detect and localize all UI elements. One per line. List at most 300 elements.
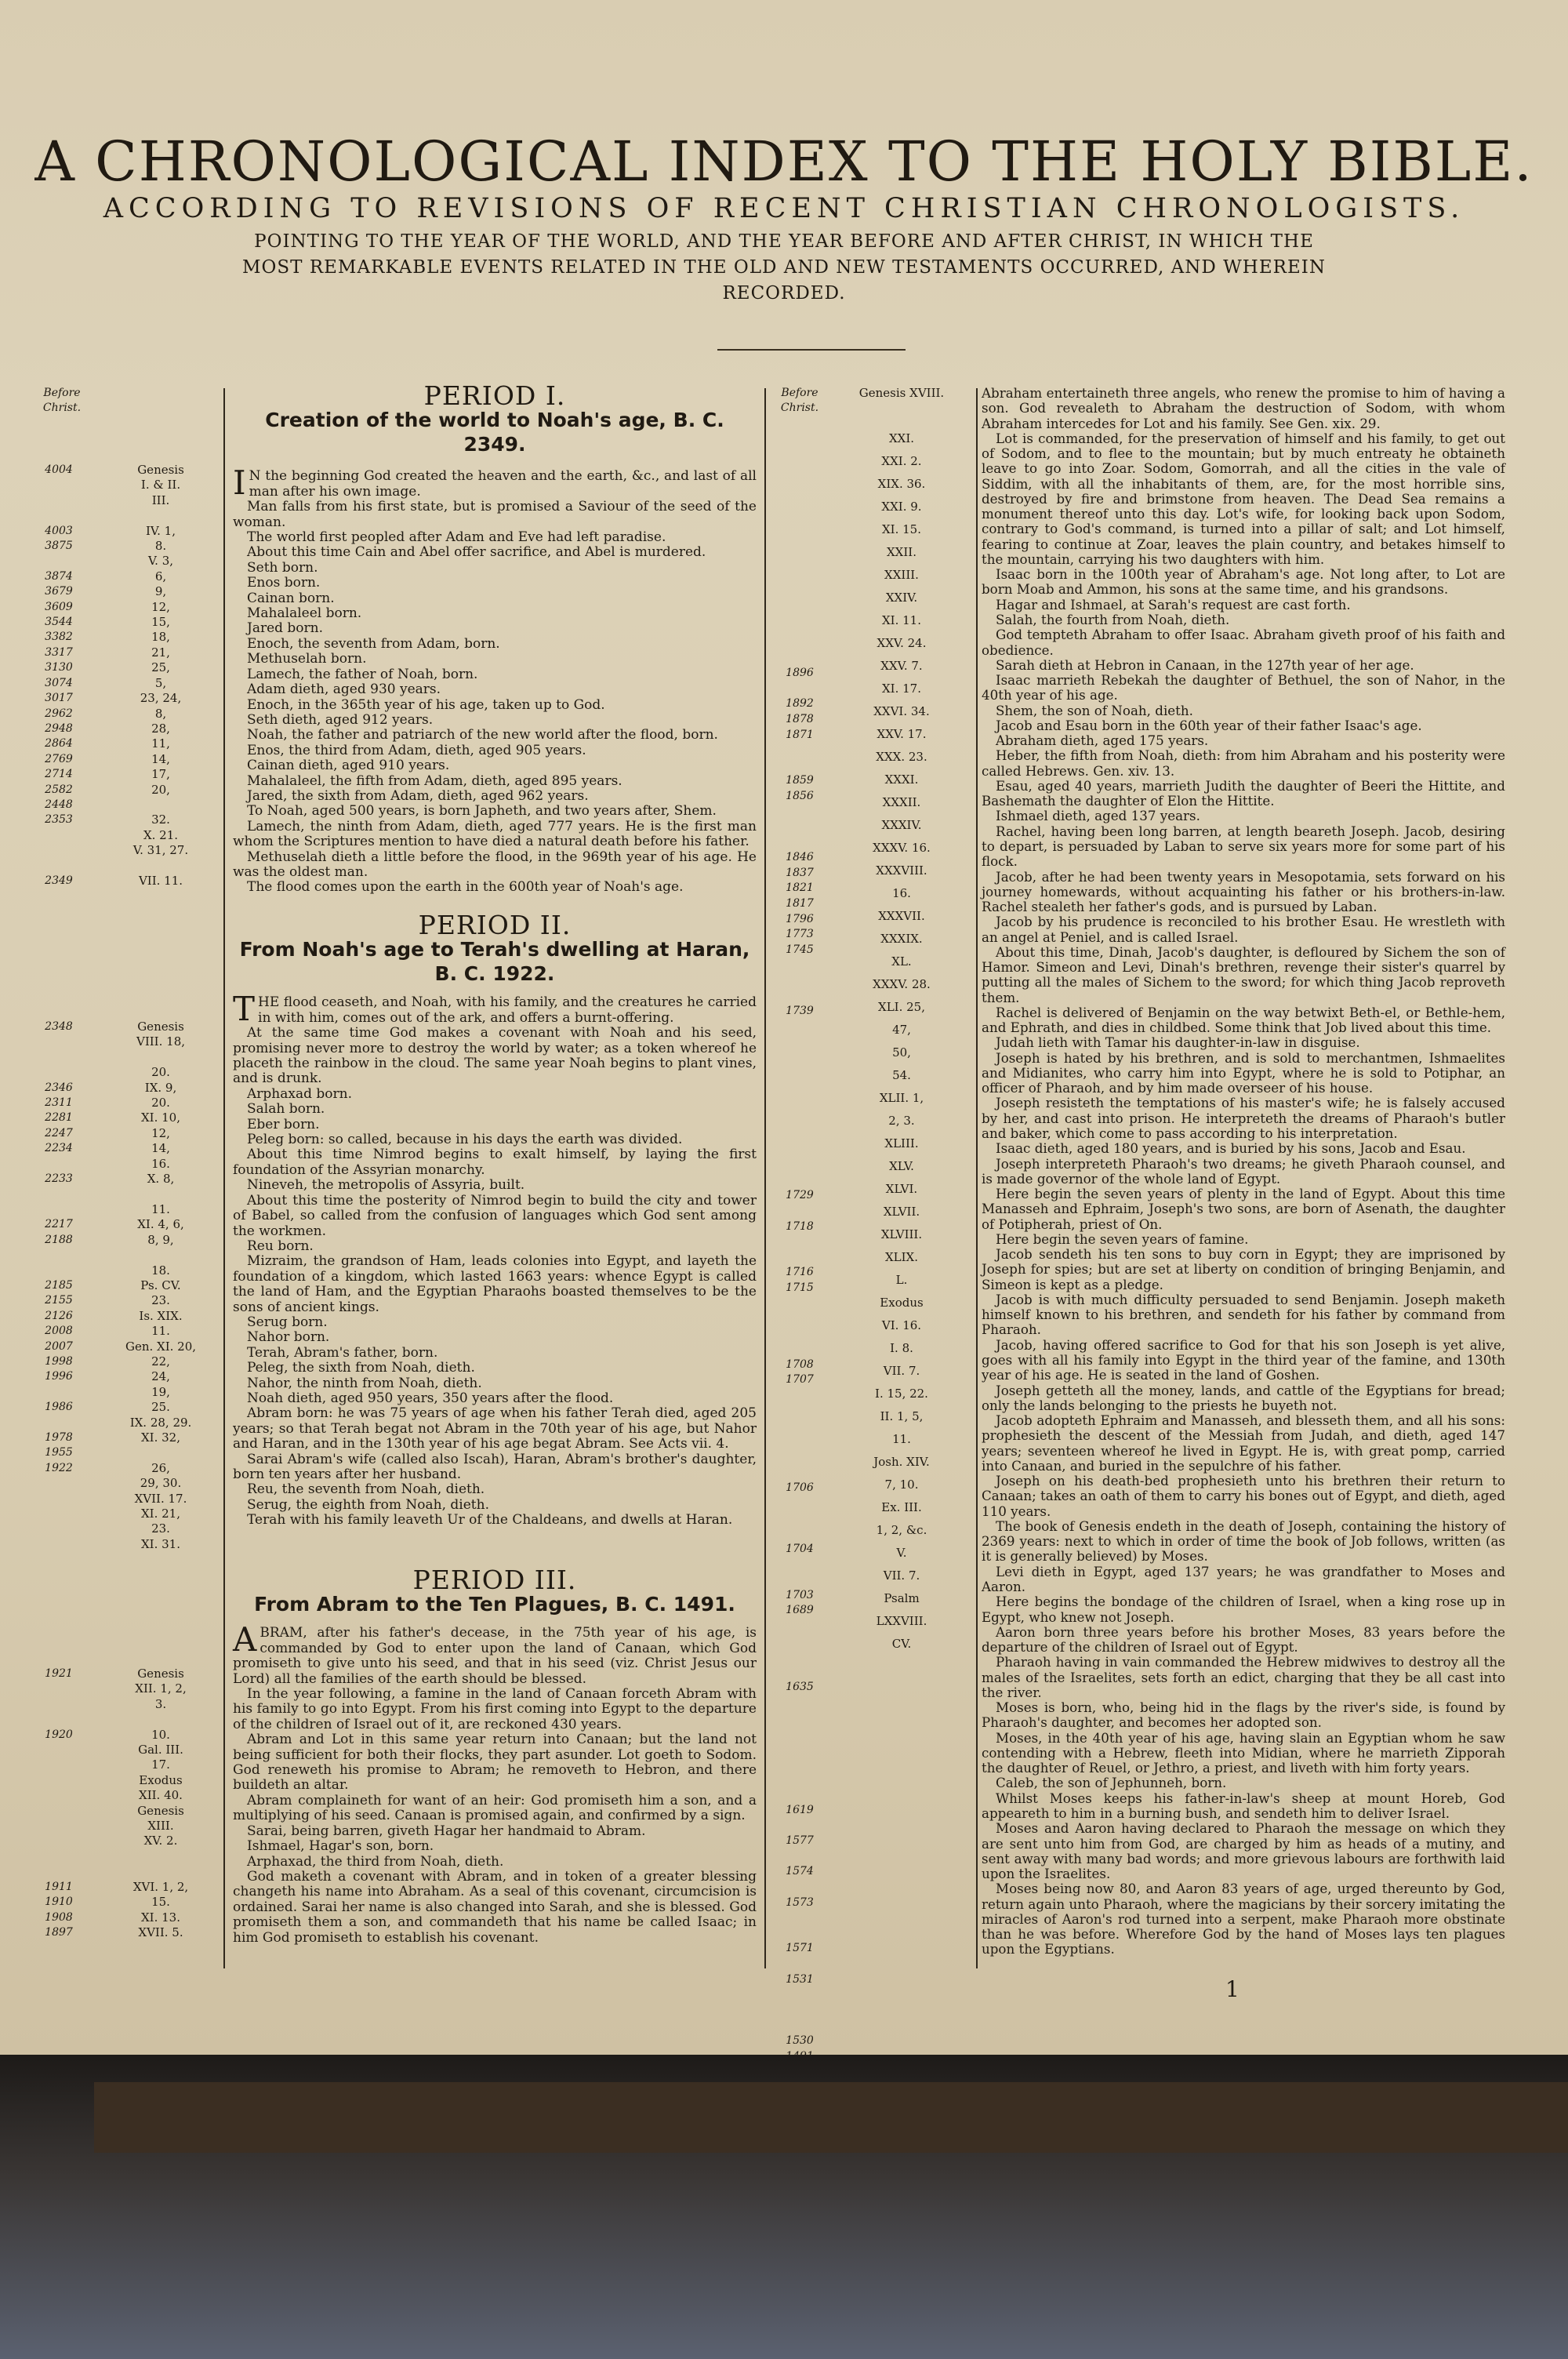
year-cell — [31, 1681, 86, 1696]
right-divider — [976, 388, 978, 1968]
year-cell: 2247 — [45, 1126, 73, 1140]
year-cell — [31, 1202, 86, 1217]
chronology-entry: ABRAM, after his father's decease, in the 75th year of his age, is commanded by God to enter upon the land of Canaan, which God promiseth to give unto his seed, and that in his seed (viz. Christ Jesus our Lord) all the families of the earth should be blessed. — [233, 1620, 757, 1687]
reference-cell: 8. — [154, 539, 167, 554]
year-cell — [772, 1096, 827, 1112]
reference-cell: XXXIX. — [880, 932, 923, 946]
reference-cell: I. & II. — [140, 478, 181, 493]
year-cell — [772, 1173, 827, 1189]
year-cell: 1878 — [786, 712, 814, 725]
year-cell: 1773 — [786, 928, 814, 941]
chronology-entry: Cainan dieth, aged 910 years. — [247, 758, 450, 774]
chronology-entry: Lamech, the father of Noah, born. — [247, 666, 478, 682]
chronology-entry: Joseph resisteth the temptations of his master's wife; he is falsely accused by her, and cast into prison. He interpreteth the dreams of Pharaoh's butler and baker, which come to pass according to his interpretation. — [982, 1095, 1505, 1142]
year-cell — [772, 1619, 827, 1634]
year-cell: 1718 — [786, 1219, 814, 1233]
period-3-entries — [233, 1620, 757, 1946]
chronology-entry: Jacob adopteth Ephraim and Manasseh, and blesseth them, and all his sons: prophesieth the descent of the Messiah from Judah, and dieth, aged 147 years; seventeen whereof he lived in Egypt. He is, with great pomp, carried into Canaan, and buried in the sepulchre of his father. — [982, 1412, 1505, 1474]
chronology-entry: Salah, the fourth from Noah, dieth. — [996, 611, 1230, 627]
reference-cell: 50, — [892, 1045, 911, 1060]
year-cell: 3679 — [45, 585, 73, 598]
year-cell — [31, 1065, 86, 1080]
year-cell: 1577 — [786, 1834, 814, 1848]
chronology-entry: Isaac born in the 100th year of Abraham's age. Not long after, to Lot are born Moab and Ammon, his sons at the same time, and his grandsons. — [982, 566, 1505, 598]
reference-cell: I. 8. — [890, 1341, 913, 1355]
reference-cell: Psalm — [884, 1591, 920, 1605]
right-entries — [982, 386, 1505, 1957]
reference-cell: XVI. 1, 2, — [132, 1879, 189, 1894]
reference-cell: 20. — [151, 1096, 170, 1110]
year-cell — [772, 835, 827, 851]
book-spine — [94, 2082, 1568, 2153]
reference-cell: 12, — [151, 599, 170, 614]
reference-cell: XXI. 9. — [881, 500, 922, 514]
page-subtitle: ACCORDING TO REVISIONS OF RECENT CHRISTIAN CHRONOLOGISTS. — [103, 193, 1465, 224]
reference-cell: 12, — [151, 1125, 170, 1140]
year-cell: 1745 — [786, 943, 814, 956]
reference-cell: 9, — [154, 584, 167, 599]
reference-cell: 8, — [154, 706, 167, 721]
year-cell: 2346 — [45, 1081, 73, 1094]
chronology-entry: Jared born. — [247, 620, 324, 637]
reference-cell: XXX. 23. — [876, 750, 927, 764]
reference-cell: 24, — [151, 1369, 170, 1384]
reference-cell: X. 8, — [147, 1172, 175, 1187]
reference-cell: Genesis — [137, 1667, 184, 1681]
year-cell: 3875 — [45, 540, 73, 553]
reference-cell: Josh. XIV. — [873, 1455, 930, 1469]
year-cell — [31, 1416, 86, 1430]
chronology-entry: Nahor born. — [247, 1329, 330, 1346]
reference-cell: 32. — [151, 812, 170, 827]
reference-cell: XXVI. 34. — [873, 704, 930, 718]
year-cell: 1716 — [786, 1266, 814, 1279]
chronology-entry: Terah, Abram's father, born. — [247, 1344, 438, 1361]
reference-cell: VII. 7. — [883, 1364, 920, 1378]
reference-cell: Exodus — [139, 1772, 183, 1787]
reference-cell: 17, — [151, 767, 170, 782]
year-cell: 4004 — [45, 463, 73, 476]
reference-cell: XXI. 2. — [881, 454, 922, 468]
reference-cell: 11, — [151, 736, 170, 751]
year-cell — [772, 1957, 827, 1972]
chronology-entry: Enos born. — [247, 575, 321, 591]
left-years-period-2 — [31, 1020, 86, 1476]
year-cell: 4003 — [45, 524, 73, 537]
reference-cell: 28, — [151, 721, 170, 736]
year-cell — [772, 2018, 827, 2034]
year-cell — [31, 1743, 86, 1757]
reference-cell: III. — [151, 493, 170, 507]
year-cell: 2311 — [45, 1096, 73, 1110]
chronology-entry: Arphaxad, the third from Noah, dieth. — [247, 1853, 504, 1870]
chronology-entry: Hagar and Ishmael, at Sarah's request are cast forth. — [996, 596, 1351, 612]
year-cell: 3382 — [45, 631, 73, 644]
year-cell — [772, 1127, 827, 1143]
reference-cell: LXXVIII. — [876, 1614, 927, 1628]
year-cell: 1896 — [786, 667, 814, 680]
year-cell — [772, 1742, 827, 1757]
year-cell: 2864 — [45, 737, 73, 751]
year-cell: 1856 — [786, 789, 814, 802]
chronology-entry: Jacob is with much difficulty persuaded to send Benjamin. Joseph maketh himself known to his brethren, and sendeth for his father by command from Pharaoh. — [982, 1291, 1505, 1338]
year-cell — [31, 1263, 86, 1278]
chronology-entry: Rachel is delivered of Benjamin on the way betwixt Beth-el, or Bethle-hem, and Ephrath, and dies in childbed. Some think that Job lived about this time. — [982, 1004, 1505, 1036]
reference-cell: 23, 24, — [140, 691, 182, 706]
year-cell: 1704 — [786, 1543, 814, 1555]
year-cell: 2233 — [45, 1172, 73, 1186]
chronology-entry: In the year following, a famine in the land of Canaan forceth Abram with his family to go into Egypt. From his first coming into Egypt to the departure of the children of Israel out of it, are reckoned 430 years. — [233, 1686, 757, 1732]
reference-cell — [118, 1864, 204, 1879]
chronology-entry: Joseph getteth all the money, lands, and cattle of the Egyptians for bread; only the lands belonging to the priests he buyeth not. — [982, 1382, 1505, 1413]
year-cell — [772, 1757, 827, 1772]
year-cell: 1871 — [786, 728, 814, 741]
year-cell — [772, 1788, 827, 1804]
year-cell — [772, 989, 827, 1005]
year-cell: 3074 — [45, 676, 73, 689]
reference-cell: 15, — [151, 615, 170, 630]
year-cell — [772, 1696, 827, 1711]
year-cell — [772, 1204, 827, 1219]
year-cell — [772, 558, 827, 574]
chronology-entry: Joseph interpreteth Pharaoh's two dreams; he giveth Pharaoh counsel, and is made governor of the whole land of Egypt. — [982, 1155, 1505, 1187]
reference-cell: 15. — [151, 1895, 170, 1910]
chronology-entry: About this time Nimrod begins to exalt himself, by laying the first foundation of the Assyrian monarchy. — [233, 1147, 757, 1178]
page-title: A CHRONOLOGICAL INDEX TO THE HOLY BIBLE. — [34, 129, 1534, 194]
year-cell — [772, 1772, 827, 1788]
year-cell — [772, 1649, 827, 1665]
reference-cell: L. — [895, 1273, 908, 1287]
year-cell — [772, 635, 827, 651]
chronology-entry: Arphaxad born. — [247, 1085, 352, 1102]
chronology-entry: To Noah, aged 500 years, is born Japheth, and two years after, Shem. — [247, 803, 717, 820]
chronology-entry: Caleb, the son of Jephunneh, born. — [996, 1775, 1227, 1791]
reference-cell: XI. 10, — [141, 1110, 180, 1125]
year-cell — [772, 1987, 827, 2003]
left-refs-period-3 — [118, 1667, 204, 1940]
year-cell: 2155 — [45, 1294, 73, 1307]
year-cell: 2281 — [45, 1111, 73, 1125]
year-cell — [772, 589, 827, 605]
year-cell — [772, 605, 827, 620]
chronology-entry: Abraham entertaineth three angels, who renew the promise to him of having a son. God revealeth to Abraham the destruction of Sodom, with whom Abraham intercedes for Lot and his family. See Gen. xix. 29. — [982, 385, 1505, 431]
year-cell: 2234 — [45, 1142, 73, 1155]
reference-cell — [118, 1050, 204, 1065]
chronology-entry: Here begin the seven years of plenty in the land of Egypt. About this time Manasseh and Ephraim, Joseph's two sons, are born of Asenath, the daughter of Potipherah, priest of On. — [982, 1186, 1505, 1232]
reference-cell: VIII. 18, — [136, 1034, 185, 1049]
reference-cell: XVII. 5. — [138, 1925, 183, 1939]
year-cell: 1908 — [45, 1910, 73, 1924]
year-cell: 1707 — [786, 1373, 814, 1387]
year-cell — [31, 1773, 86, 1788]
year-cell — [772, 1158, 827, 1173]
year-cell: 3317 — [45, 645, 73, 659]
reference-cell: XI. 15. — [882, 522, 921, 536]
year-cell — [31, 554, 86, 569]
chronology-entry: Whilst Moses keeps his father-in-law's sheep at mount Horeb, God appeareth to him in a burning bush, and sendeth him to deliver Israel. — [982, 1790, 1505, 1821]
year-cell — [772, 1558, 827, 1573]
reference-cell: 14, — [151, 1141, 170, 1156]
chronology-entry: Cainan born. — [247, 590, 335, 606]
reference-cell: 2, 3. — [888, 1114, 915, 1128]
year-cell: 1530 — [786, 2034, 814, 2047]
year-cell — [772, 1342, 827, 1358]
reference-cell: 11. — [151, 1201, 170, 1216]
reference-cell: XLI. 25, — [878, 1000, 925, 1014]
year-cell — [772, 651, 827, 667]
chronology-entry: At the same time God makes a covenant with Noah and his seed, promising never more to destroy the world by water; as a token whereof he placeth the rainbow in the cloud. The same year Noah begins to plant vines, and is drunk. — [233, 1025, 757, 1087]
year-cell: 1706 — [786, 1481, 814, 1494]
year-cell — [772, 1926, 827, 1942]
year-cell: 2217 — [45, 1218, 73, 1231]
right-years — [772, 558, 827, 2064]
reference-cell: Ex. III. — [881, 1500, 922, 1514]
year-cell: 2126 — [45, 1309, 73, 1322]
year-cell: 2349 — [45, 874, 73, 887]
reference-cell: 16. — [151, 1156, 170, 1171]
year-cell — [772, 1634, 827, 1650]
year-cell — [31, 1187, 86, 1201]
reference-cell: XV. 2. — [143, 1834, 178, 1848]
chronology-entry: Methuselah born. — [247, 651, 367, 667]
year-cell: 1571 — [786, 1942, 814, 1955]
year-cell — [772, 1050, 827, 1066]
chronology-entry: Man falls from his first state, but is promised a Saviour of the seed of the woman. — [233, 499, 757, 530]
year-cell — [772, 620, 827, 635]
year-cell — [31, 843, 86, 858]
reference-cell: XXXIV. — [881, 818, 922, 832]
reference-cell: XIX. 36. — [877, 477, 926, 491]
chronology-entry: Jacob sendeth his ten sons to buy corn in Egypt; they are imprisoned by Joseph for spies; but are set at liberty on condition of bringing Benjamin, and Simeon is kept as a pledge. — [982, 1246, 1505, 1292]
reference-cell: 47, — [892, 1023, 911, 1037]
chronology-entry: Abram and Lot in this same year return into Canaan; but the land not being sufficient for both their flocks, they part asunder. Lot goeth to Sodom. God reneweth his promise to Abram; he removeth to Hebron, and there buildeth an altar. — [233, 1732, 757, 1794]
chronology-entry: The world first peopled after Adam and Eve had left paradise. — [247, 529, 666, 546]
year-cell — [31, 1712, 86, 1727]
reference-cell: 5, — [154, 675, 167, 690]
year-cell — [31, 1385, 86, 1400]
period-label: PERIOD III. — [412, 1565, 577, 1595]
reference-cell: XXV. 24. — [877, 636, 927, 650]
chronology-entry: Enoch, in the 365th year of his age, taken up to God. — [247, 696, 605, 713]
year-cell: 1910 — [45, 1896, 73, 1909]
year-cell: 2962 — [45, 707, 73, 720]
reference-cell: XII. 1, 2, — [135, 1681, 187, 1696]
year-cell: 1715 — [786, 1281, 814, 1294]
year-cell — [772, 805, 827, 820]
chronology-entry: Enoch, the seventh from Adam, born. — [247, 635, 500, 652]
reference-cell: XXIII. — [884, 568, 919, 582]
year-cell — [772, 1434, 827, 1450]
chronology-entry: Mahalaleel, the fifth from Adam, dieth, aged 895 years. — [247, 772, 622, 789]
chronology-entry: Eber born. — [247, 1116, 320, 1132]
year-cell: 1955 — [45, 1446, 73, 1459]
reference-cell: IV. 1, — [146, 523, 176, 538]
chronology-entry: Nahor, the ninth from Noah, dieth. — [247, 1375, 482, 1391]
period-1-entries — [233, 463, 757, 896]
year-cell: 1998 — [45, 1354, 73, 1368]
chronology-entry: Joseph is hated by his brethren, and is sold to merchantmen, Ishmaelites and Midianites, who carry him into Egypt, where he is sold to Potiphar, an officer of Pharaoh, and by him made overseer of his house. — [982, 1049, 1505, 1096]
chronology-entry: Reu born. — [247, 1238, 314, 1254]
left-refs-period-1 — [118, 463, 204, 889]
reference-cell: 11. — [892, 1432, 911, 1446]
reference-cell: XLIX. — [884, 1250, 918, 1264]
year-cell: 1574 — [786, 1865, 814, 1878]
reference-cell: Is. XIX. — [139, 1308, 183, 1323]
year-cell: 1897 — [45, 1925, 73, 1939]
reference-cell: Genesis — [137, 463, 184, 477]
reference-cell: VII. 11. — [138, 873, 183, 888]
year-cell: 3130 — [45, 661, 73, 674]
reference-cell: XII. 40. — [139, 1788, 183, 1803]
year-cell — [772, 1910, 827, 1926]
reference-cell: XXIV. — [885, 591, 918, 605]
year-cell — [772, 2003, 827, 2019]
year-cell — [31, 1697, 86, 1712]
year-cell — [31, 859, 86, 874]
reference-cell: 18, — [151, 630, 170, 645]
year-cell: 1573 — [786, 1896, 814, 1909]
year-cell — [31, 828, 86, 843]
reference-cell: 3. — [154, 1696, 167, 1711]
year-cell: 1986 — [45, 1401, 73, 1414]
reference-cell: 6, — [154, 569, 167, 583]
reference-cell: 10. — [151, 1727, 170, 1742]
year-cell — [31, 1804, 86, 1819]
chronology-entry: Enos, the third from Adam, dieth, aged 905 years. — [247, 742, 586, 758]
year-cell — [31, 508, 86, 523]
reference-cell: XXXI. — [884, 772, 919, 787]
reference-cell: XL. — [891, 954, 912, 969]
reference-cell: XI. 32, — [141, 1430, 180, 1445]
chronology-entry: Rachel, having been long barren, at length beareth Joseph. Jacob, desiring to depart, is persuaded by Laban to serve six years more for some part of his flock. — [982, 823, 1505, 870]
year-cell — [772, 1665, 827, 1681]
reference-cell: V. 3, — [147, 554, 174, 569]
period-title: From Noah's age to Terah's dwelling at Haran, B. C. 1922. — [239, 938, 750, 986]
reference-cell: 18. — [151, 1263, 170, 1278]
reference-cell — [118, 1248, 204, 1263]
reference-cell: XI. 11. — [882, 613, 921, 627]
year-heading-left: Before Christ. — [42, 387, 82, 415]
reference-cell: XXXV. 28. — [873, 977, 931, 991]
year-cell: 1846 — [786, 851, 814, 864]
year-cell — [772, 743, 827, 758]
year-cell: 1920 — [45, 1728, 73, 1741]
chronology-entry: Jacob, after he had been twenty years in Mesopotamia, sets forward on his journey homewards, without acquainting his father or his brothers-in-law. Rachel stealeth her father's gods, and is pursued by Laban. — [982, 868, 1505, 915]
reference-cell: 14, — [151, 751, 170, 766]
reference-cell: 17. — [151, 1757, 170, 1772]
chronology-entry: Abram complaineth for want of an heir: God promiseth him a son, and a multiplying of his seed. Canaan is promised again, and confirmed by a sign. — [233, 1792, 757, 1824]
reference-cell: XXII. — [887, 545, 916, 559]
middle-divider — [764, 388, 766, 1968]
year-cell: 2007 — [45, 1339, 73, 1353]
chronology-entry: Here begins the bondage of the children of Israel, when a king rose up in Egypt, who knew not Joseph. — [982, 1594, 1505, 1625]
chronology-entry: Abraham dieth, aged 175 years. — [996, 732, 1209, 749]
year-cell — [772, 1819, 827, 1834]
reference-cell: 19, — [151, 1384, 170, 1399]
reference-cell: I. 15, 22. — [875, 1387, 928, 1401]
chronology-entry: Peleg, the sixth from Noah, dieth. — [247, 1360, 475, 1376]
reference-cell — [118, 859, 204, 874]
chronology-entry: God tempteth Abraham to offer Isaac. Abraham giveth proof of his faith and obedience. — [982, 627, 1505, 658]
year-cell — [772, 574, 827, 590]
reference-cell: Genesis — [137, 1803, 184, 1818]
year-cell — [772, 1711, 827, 1727]
period-title: Creation of the world to Noah's age, B. C. 2349. — [265, 409, 724, 456]
reference-cell: XIII. — [147, 1819, 174, 1834]
year-cell — [772, 1111, 827, 1127]
chronology-entry: Here begin the seven years of famine. — [996, 1230, 1249, 1247]
chronology-entry: Reu, the seventh from Noah, dieth. — [247, 1481, 485, 1498]
chronology-entry: Seth born. — [247, 559, 318, 576]
reference-cell: X. 21. — [143, 827, 179, 842]
chronology-entry: Jacob by his prudence is reconciled to his brother Esau. He wrestleth with an angel at Peniel, and is called Israel. — [982, 914, 1505, 945]
chronology-entry: Pharaoh having in vain commanded the Hebrew midwives to destroy all the males of the Israelites, sets forth an edict, charging that they be all cast into the river. — [982, 1654, 1505, 1700]
year-cell — [31, 1034, 86, 1049]
title-rule — [717, 349, 906, 351]
chronology-entry: Isaac dieth, aged 180 years, and is buried by his sons, Jacob and Esau. — [996, 1140, 1466, 1157]
reference-cell: 25, — [151, 660, 170, 675]
reference-cell: 29, 30. — [140, 1476, 182, 1491]
year-cell: 2714 — [45, 768, 73, 781]
chronology-entry: Joseph on his death-bed prophesieth unto his brethren their return to Canaan; takes an oath of them to carry his bones out of Egypt, and dieth, aged 110 years. — [982, 1473, 1505, 1519]
reference-cell: XI. 21, — [141, 1507, 180, 1521]
reference-cell: XI. 13. — [141, 1910, 180, 1925]
year-cell — [31, 1248, 86, 1263]
chronology-entry: Moses and Aaron having declared to Pharaoh the message on which they are sent unto him from God, are charged by him as heads of a mutiny, and sent away with many bad words; and more grievous labours are forthwith laid upon the Israelites. — [982, 1820, 1505, 1882]
year-cell: 3874 — [45, 569, 73, 583]
chronology-entry: Sarai, being barren, giveth Hagar her handmaid to Abram. — [247, 1823, 646, 1839]
chronology-entry: Lamech, the ninth from Adam, dieth, aged 777 years. He is the first man whom the Scriptures mention to have died a natural death before his father. — [233, 818, 757, 850]
reference-cell — [118, 1849, 204, 1864]
year-cell: 1821 — [786, 881, 814, 895]
reference-cell: 22, — [151, 1354, 170, 1369]
year-cell: 2008 — [45, 1325, 73, 1338]
chronology-entry: Jared, the sixth from Adam, dieth, aged 962 years. — [247, 787, 589, 804]
year-cell — [772, 1296, 827, 1312]
chronology-entry: Judah lieth with Tamar his daughter-in-law in disguise. — [996, 1034, 1360, 1051]
year-cell — [772, 1234, 827, 1250]
reference-cell: 8, 9, — [147, 1232, 174, 1247]
reference-cell: 54. — [892, 1068, 911, 1082]
reference-cell: 20, — [151, 782, 170, 797]
year-cell — [31, 1849, 86, 1864]
year-cell — [772, 1404, 827, 1419]
year-cell: 2348 — [45, 1020, 73, 1033]
chronology-entry: Moses being now 80, and Aaron 83 years of age, urged thereunto by God, return again unto Pharaoh, where the magicians by their sorcery imitating the miracles of Aaron's rod turned into a serpent, make Pharaoh more obstinate than he was before. Wherefore God by the hand of Moses lays ten plagues upon the Egyptians. — [982, 1881, 1505, 1957]
chronology-entry: Serug, the eighth from Noah, dieth. — [247, 1496, 489, 1513]
year-cell — [772, 1465, 827, 1481]
year-cell: 1703 — [786, 1588, 814, 1601]
reference-cell — [118, 508, 204, 523]
chronology-entry: Moses is born, who, being hid in the flags by the river's side, is found by Pharaoh's daughter, and becomes her adopted son. — [982, 1699, 1505, 1731]
year-cell: 2353 — [45, 813, 73, 827]
period-2-entries — [233, 990, 757, 1528]
year-cell — [772, 1081, 827, 1096]
year-cell — [31, 1050, 86, 1065]
reference-cell: XLIII. — [884, 1136, 919, 1150]
reference-cell: Exodus — [880, 1296, 924, 1310]
chronology-entry: Sarai Abram's wife (called also Iscah), Haran, Abram's brother's daughter, born ten years after her husband. — [233, 1451, 757, 1482]
period-title: From Abram to the Ten Plagues, B. C. 1491. — [254, 1593, 735, 1616]
year-cell: 2769 — [45, 752, 73, 765]
chronology-entry: Salah born. — [247, 1101, 325, 1118]
reference-cell: Gen. XI. 20, — [125, 1339, 197, 1354]
year-cell — [772, 1250, 827, 1266]
reference-cell: Ps. CV. — [140, 1278, 181, 1292]
year-cell — [772, 1526, 827, 1542]
year-cell: 2948 — [45, 722, 73, 735]
reference-cell: XXXII. — [882, 795, 921, 809]
